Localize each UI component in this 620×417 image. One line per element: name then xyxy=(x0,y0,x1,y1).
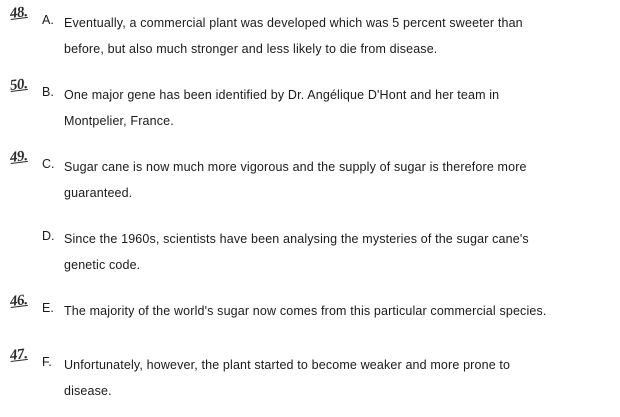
option-letter: F. xyxy=(42,355,52,369)
option-letter: E. xyxy=(42,301,54,315)
list-item xyxy=(8,76,612,134)
option-text-line1: Since the 1960s, scientists have been analysing the mysteries of the sugar cane's xyxy=(64,232,529,246)
handwritten-annotation xyxy=(10,218,44,222)
option-text-line2: Montpelier, France. xyxy=(64,114,174,128)
option-text-line1: Eventually, a commercial plant was developed which was 5 percent sweeter than xyxy=(64,16,523,30)
option-letter: D. xyxy=(42,229,55,243)
option-text-line1: Sugar cane is now much more vigorous and the supply of sugar is therefore more xyxy=(64,160,527,174)
handwritten-annotation: 50. xyxy=(9,76,29,95)
handwritten-annotation: 49. xyxy=(9,148,29,167)
option-text xyxy=(64,10,612,62)
option-text xyxy=(64,226,612,278)
option-text xyxy=(64,154,612,206)
list-item xyxy=(8,292,612,332)
handwritten-annotation: 48. xyxy=(9,4,29,23)
option-text-line1: One major gene has been identified by Dr. Angélique D'Hont and her team in xyxy=(64,88,500,102)
handwritten-annotation: 46. xyxy=(9,292,29,311)
option-letter: B. xyxy=(42,85,54,99)
option-text-line1: The majority of the world's sugar now comes from this particular commercial species. xyxy=(64,304,547,318)
option-text-line1: Unfortunately, however, the plant started to become weaker and more prone to xyxy=(64,358,511,372)
option-text-line2: genetic code. xyxy=(64,258,141,272)
option-text-line2: before, but also much stronger and less likely to die from disease. xyxy=(64,42,438,56)
list-item xyxy=(8,226,612,278)
option-text xyxy=(64,298,612,324)
option-letter: A. xyxy=(42,13,54,27)
list-item xyxy=(8,4,612,62)
handwritten-annotation: 47. xyxy=(9,346,29,365)
list-item xyxy=(8,148,612,206)
option-text-line2: disease. xyxy=(64,384,112,398)
option-text xyxy=(64,82,612,134)
option-letter: C. xyxy=(42,157,55,171)
list-item xyxy=(8,346,612,404)
option-text xyxy=(64,352,612,404)
option-text-line2: guaranteed. xyxy=(64,186,133,200)
